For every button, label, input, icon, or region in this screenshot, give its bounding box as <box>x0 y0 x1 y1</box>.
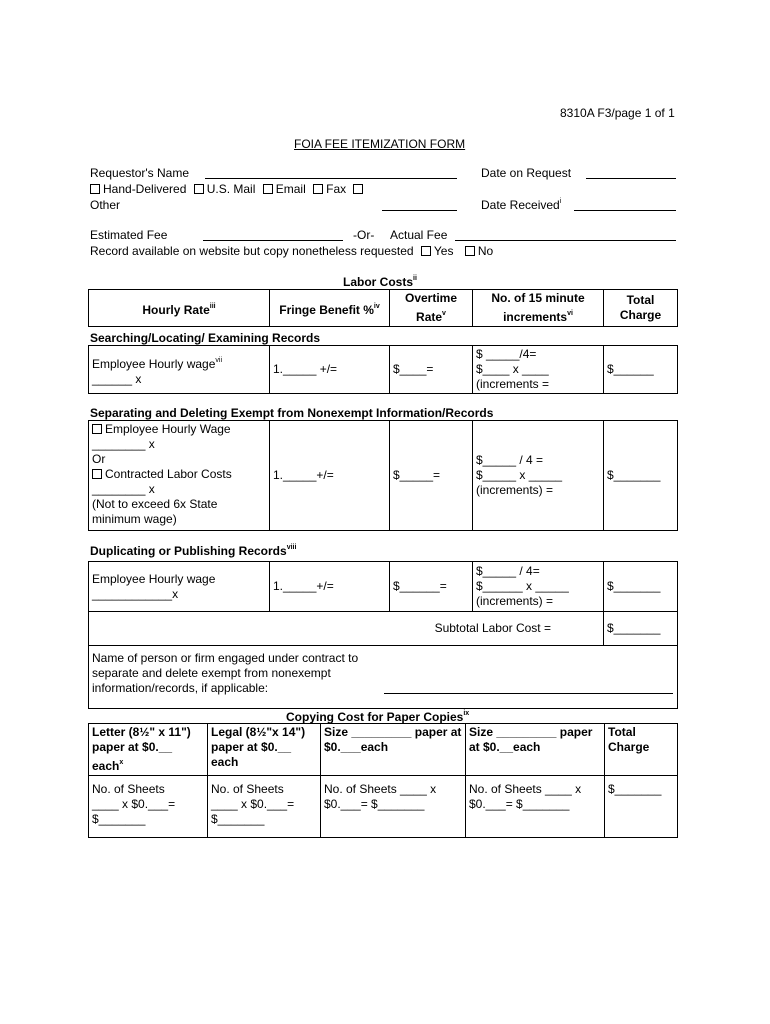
actual-fee-field[interactable] <box>455 240 676 241</box>
us-mail-label: U.S. Mail <box>206 182 256 196</box>
overtime-rate-header: Overtime Rate$^v$ <box>390 290 473 327</box>
section-searching-table <box>88 345 678 394</box>
section-separating-title: Separating and Deleting Exempt from Nonexempt Information/Records <box>90 406 494 420</box>
contractor-label: Name of person or firm engaged under contract to separate and delete exempt from nonexempt information/records, if applicable: <box>92 651 359 695</box>
email-checkbox[interactable] <box>263 184 273 194</box>
legal-paper-header: Legal (8½"x 14") paper at $0.__ each <box>208 724 321 776</box>
section3-fringe-cell[interactable]: 1._____+/= <box>270 562 390 612</box>
section1-overtime-cell[interactable]: $____= <box>390 346 473 394</box>
section-searching-title: Searching/Locating/ Examining Records <box>90 331 321 345</box>
website-question-row <box>90 244 493 258</box>
yes-checkbox[interactable] <box>421 246 431 256</box>
contracted-labor-checkbox[interactable] <box>92 469 102 479</box>
date-received-note: i <box>559 198 562 205</box>
total-charge-header: Total Charge <box>604 290 678 327</box>
section2-overtime-cell[interactable]: $_____= <box>390 421 473 531</box>
page-reference: 8310A F3/page 1 of 1 <box>560 106 675 120</box>
other-field[interactable] <box>382 210 457 211</box>
delivery-options <box>90 182 366 196</box>
subtotal-label: Subtotal Labor Cost = <box>89 612 604 646</box>
no-label: No <box>477 244 494 258</box>
other-label: Other <box>90 198 121 212</box>
or-label: -Or- <box>353 228 375 242</box>
section2-rate-cell: Employee Hourly Wage ________ x Or Contracted Labor Costs ________ x (Not to exceed 6x State minimum wage) <box>89 421 270 531</box>
section1-increments-cell[interactable]: $ _____/4= $____ x ____ (increments = <box>473 346 604 394</box>
section1-fringe-cell[interactable]: 1._____ +/= <box>270 346 390 394</box>
size-paper-header-1: Size _________ paper at $0.___each <box>321 724 466 776</box>
labor-header-table <box>88 289 678 327</box>
contractor-field[interactable] <box>384 693 673 694</box>
date-on-request-field[interactable] <box>586 178 676 179</box>
size-paper-header-2: Size _________ paper at $0.__each <box>466 724 605 776</box>
section-separating-table <box>88 420 678 531</box>
other-checkbox[interactable] <box>353 184 363 194</box>
section2-fringe-cell[interactable]: 1._____+/= <box>270 421 390 531</box>
employee-hourly-wage-checkbox[interactable] <box>92 424 102 434</box>
copying-total-cell[interactable]: $_______ <box>605 776 678 838</box>
section1-rate-cell[interactable]: Employee Hourly wage$^{vii}$ ______ x <box>89 346 270 394</box>
website-question: Record available on website but copy nonetheless requested <box>90 244 414 258</box>
hourly-rate-header: Hourly Rate$^{iii}$ <box>89 290 270 327</box>
section3-rate-cell[interactable]: Employee Hourly wage ____________x <box>89 562 270 612</box>
size1-sheets-cell[interactable]: No. of Sheets ____ x $0.___= $_______ <box>321 776 466 838</box>
date-received-field[interactable] <box>574 210 676 211</box>
increments-header: No. of 15 minute increments$^{vi}$ <box>473 290 604 327</box>
size2-sheets-cell[interactable]: No. of Sheets ____ x $0.___= $_______ <box>466 776 605 838</box>
form-title: FOIA FEE ITEMIZATION FORM <box>294 137 466 151</box>
section-duplicating-title: Duplicating or Publishing Records$^{viii}$ <box>90 544 297 558</box>
fringe-benefit-header: Fringe Benefit %$^{iv}$ <box>270 290 390 327</box>
email-label: Email <box>275 182 306 196</box>
date-on-request-label: Date on Request <box>481 166 572 180</box>
yes-label: Yes <box>433 244 454 258</box>
date-received-label: Date Received$^i$ <box>481 198 562 212</box>
fax-label: Fax <box>326 182 347 196</box>
copying-total-header: Total Charge <box>605 724 678 776</box>
estimated-fee-field[interactable] <box>203 240 343 241</box>
labor-costs-title: Labor Costs$^{ii}$ <box>343 275 417 289</box>
hand-delivered-checkbox[interactable] <box>90 184 100 194</box>
letter-paper-header: Letter (8½" x 11") paper at $0.__ each$^x$ <box>89 724 208 776</box>
section3-increments-cell[interactable]: $_____ / 4= $______ x _____ (increments) = <box>473 562 604 612</box>
subtotal-value[interactable]: $_______ <box>604 612 678 646</box>
actual-fee-label: Actual Fee <box>390 228 448 242</box>
letter-sheets-cell[interactable]: No. of Sheets ____ x $0.___= $_______ <box>89 776 208 838</box>
contractor-cell[interactable] <box>89 646 678 709</box>
section2-increments-cell[interactable]: $_____ / 4 = $_____ x _____ (increments) = <box>473 421 604 531</box>
section2-total-cell[interactable]: $_______ <box>604 421 678 531</box>
requestor-name-label: Requestor's Name <box>90 166 189 180</box>
hand-delivered-label: Hand-Delivered <box>103 182 187 196</box>
section3-total-cell[interactable]: $_______ <box>604 562 678 612</box>
copying-cost-table <box>88 723 678 838</box>
legal-sheets-cell[interactable]: No. of Sheets ____ x $0.___= $_______ <box>208 776 321 838</box>
fax-checkbox[interactable] <box>313 184 323 194</box>
section-duplicating-table <box>88 561 678 709</box>
estimated-fee-label: Estimated Fee <box>90 228 168 242</box>
section1-total-cell[interactable]: $______ <box>604 346 678 394</box>
section3-overtime-cell[interactable]: $______= <box>390 562 473 612</box>
no-checkbox[interactable] <box>465 246 475 256</box>
copying-cost-title: Copying Cost for Paper Copies$^{ix}$ <box>286 710 470 724</box>
requestor-name-field[interactable] <box>205 178 457 179</box>
us-mail-checkbox[interactable] <box>194 184 204 194</box>
